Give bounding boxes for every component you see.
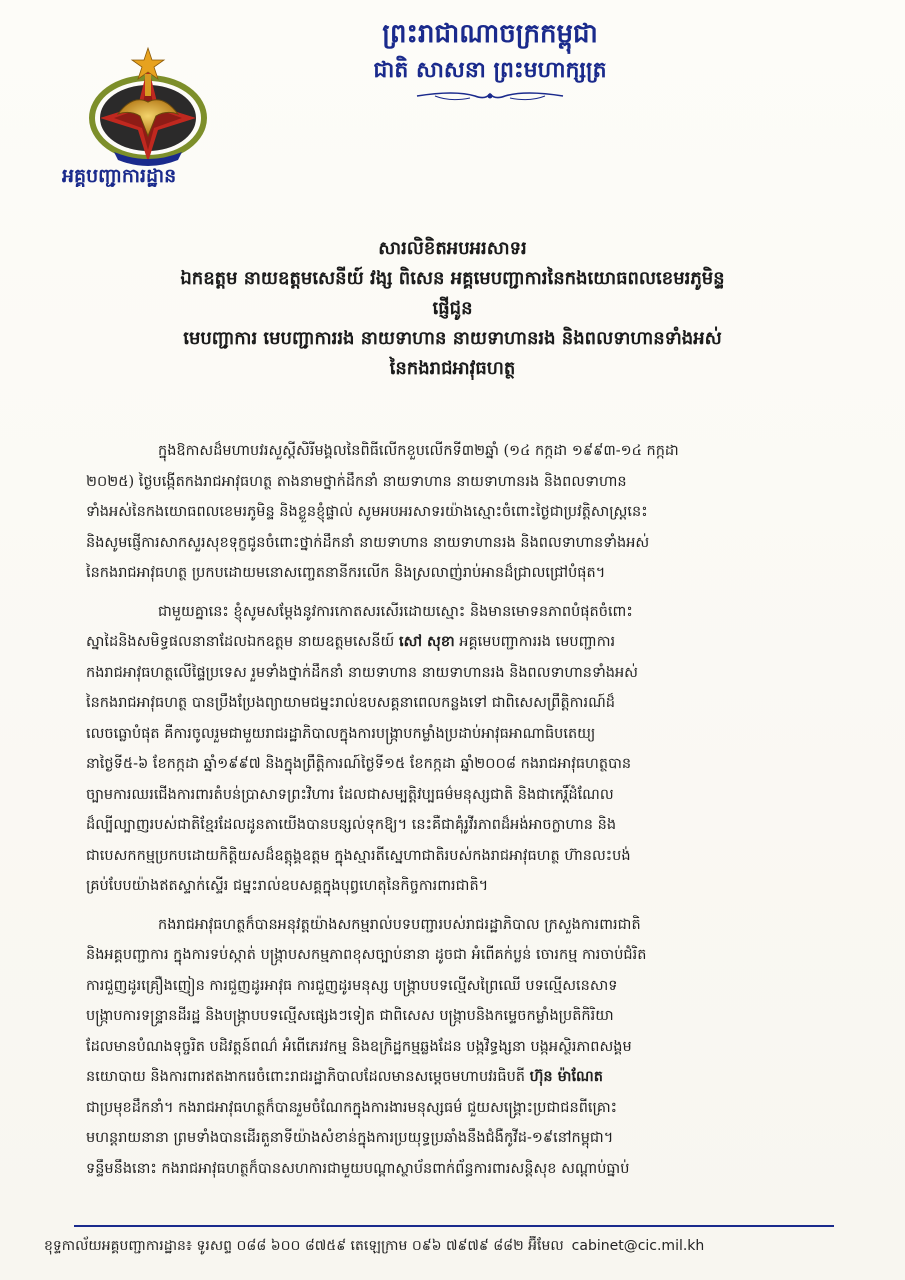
paragraph-line: គ្រប់បែបយ៉ាងឥតស្ទាក់ស្ទើរ ជម្នះរាល់ឧបសគ្គក្នុងបុព្វហេតុនៃកិច្ចការពារជាតិ។ (86, 878, 489, 894)
paragraph-line: និងអគ្គបញ្ជាការ ក្នុងការទប់ស្កាត់ បង្ក្រាបសកម្មភាពខុសច្បាប់នានា ដូចជា អំពើគក់ប្លន់ ចោរកម្ម ការចាប់ជំរិត (86, 947, 647, 963)
paragraph-line: មហន្តរាយនានា ព្រមទាំងបានដើរតួនាទីយ៉ាងសំខាន់ក្នុងការប្រយុទ្ធប្រឆាំងនឹងជំងឺកូវីដ-១៩នៅកម្ពុជា។ (86, 1130, 614, 1146)
letter-body (86, 436, 830, 1184)
letter-header (330, 16, 650, 104)
paragraph-line: ជាមួយគ្នានេះ ខ្ញុំសូមសម្តែងនូវការកោតសរសើរដោយស្មោះ និងមានមោទនភាពបំផុតចំពោះ (158, 603, 633, 620)
highlighted-name: សៅ សុខា (398, 633, 455, 650)
paragraph-line: ជាបេសកកម្មប្រកបដោយកិត្តិយសដ៏ឧត្តុង្គឧត្តម ក្នុងស្មារតីស្នេហាជាតិរបស់កងរាជអាវុធហត្ថ ហ៊ានលះបង់ (86, 847, 631, 864)
paragraph-line: ទន្ទឹមនឹងនោះ កងរាជអាវុធហត្ថក៏បានសហការជាមួយបណ្តាស្ថាប័នពាក់ព័ន្ធការពារសន្តិសុខ សណ្តាប់ធ្នាប់ (86, 1160, 630, 1177)
paragraph-line: នៃកងរាជអាវុធហត្ថ ប្រកបដោយមនោសញ្ចេតនានីករលើក និងស្រលាញ់រាប់អានដ៏ជ្រាលជ្រៅបំផុត។ (86, 565, 606, 581)
footer-contact (44, 1236, 884, 1257)
paragraph-line: លេចធ្លោបំផុត គឺការចូលរួមជាមួយរាជរដ្ឋាភិបាលក្នុងការបង្ក្រាបកម្លាំងប្រដាប់អាវុធអាណាធិបតេយ្យ (86, 725, 596, 742)
title-line-2: ឯកឧត្តម នាយឧត្តមសេនីយ៍ វង្ស ពិសេន អគ្គមេបញ្ជាការនៃកងយោធពលខេមរភូមិន្ទ (180, 268, 725, 289)
footer-contact-text: ខុទ្ទកាល័យអគ្គបញ្ជាការដ្ឋាន៖ ទូរសព្ទ ០៨៨ ៦០០ ៨៧៥៩ តេឡេក្រាម ០៩៦ ៧៩៧៩ ៨៨២ អ៊ីមែល (44, 1238, 564, 1254)
paragraph-line: ទាំងអស់នៃកងយោធពលខេមរភូមិន្ទ និងខ្លួនខ្ញុំផ្ទាល់ សូមអបអរសាទរយ៉ាងស្មោះចំពោះថ្ងៃជាប្រវត្តិសាស្ត្រនេះ (86, 504, 648, 520)
paragraph-2 (86, 597, 830, 902)
paragraph-line: ការជួញដូរគ្រឿងញៀន ការជួញដូរអាវុធ ការជួញដូរមនុស្ស បង្ក្រាបបទល្មើសព្រៃឈើ បទល្មើសនេសាទ (86, 977, 618, 994)
footer-email-link[interactable]: cabinet@cic.mil.kh (571, 1238, 705, 1254)
paragraph-line: ដ៏ល្បីល្បាញរបស់ជាតិខ្មែរដែលដូនតាយើងបានបន្សល់ទុកឱ្យ។ នេះគឺជាគុំរូវីរភាពដ៏អង់អាចក្លាហាន និង (86, 817, 617, 833)
ornament-divider-icon (415, 88, 565, 104)
paragraph-line: និងសូមផ្ញើការសាកសួរសុខទុក្ខជូនចំពោះថ្នាក់ដឹកនាំ នាយទាហាន នាយទាហានរង និងពលទាហានទាំងអស់ (86, 534, 650, 551)
department-label: អគ្គបញ្ជាការដ្ឋាន (62, 165, 177, 187)
paragraph-line (86, 627, 830, 658)
highlighted-name: ហ៊ុន ម៉ាណែត (529, 1068, 603, 1085)
national-motto: ជាតិ សាសនា ព្រះមហាក្សត្រ (373, 57, 607, 83)
paragraph-line: ២០២៥) ថ្ងៃបង្កើតកងរាជអាវុធហត្ថ តាងនាមថ្នាក់ដឹកនាំ នាយទាហាន នាយទាហានរង និងពលទាហាន (86, 473, 627, 490)
paragraph-1 (86, 436, 830, 589)
paragraph-line: ដែលមានបំណងទុច្ចរិត បដិវត្តន៍ពណ៌ អំពើភេរវកម្ម និងឧក្រិដ្ឋកម្មឆ្លងដែន បង្កវិទ្ធង្សនា បង្កអស្ថិរភាពសង្គម (86, 1038, 632, 1055)
paragraph-line (86, 1062, 830, 1093)
paragraph-line: ក្នុងឱកាសដ៏មហាបវរសួស្តីសិរីមង្គលនៃពិធីលើកខួបលើកទី៣២ឆ្នាំ (១៤ កក្កដា ១៩៩៣-១៤ កក្កដា (158, 443, 679, 459)
paragraph-text: នយោបាយ និងការពារឥតងាករេចំពោះរាជរដ្ឋាភិបាលដែលមានសម្តេចមហាបវរធិបតី (86, 1069, 530, 1085)
title-line-1: សារលិខិតអបអរសាទរ (378, 238, 527, 259)
paragraph-line: កងរាជអាវុធហត្ថលើផ្ទៃប្រទេស រួមទាំងថ្នាក់ដឹកនាំ នាយទាហាន នាយទាហានរង និងពលទាហានទាំងអស់ (86, 664, 638, 681)
title-line-4: មេបញ្ជាការ មេបញ្ជាការរង នាយទាហាន នាយទាហានរង និងពលទាហានទាំងអស់ (183, 328, 722, 349)
paragraph-3 (86, 910, 830, 1185)
paragraph-text: អគ្គមេបញ្ជាការរង មេបញ្ជាការ (454, 634, 616, 650)
paragraph-line: បង្ក្រាបការទន្ទ្រានដីរដ្ឋ និងបង្ក្រាបបទល្មើសផ្សេងៗទៀត ជាពិសេស បង្ក្រាបនិងកម្ទេចកម្លាំងប្រតិកិរិយា (86, 1008, 614, 1024)
title-line-5: នៃកងរាជអាវុធហត្ថ (389, 358, 516, 379)
military-emblem-icon (78, 44, 218, 168)
paragraph-line: នាថ្ងៃទី៥-៦ ខែកក្កដា ឆ្នាំ១៩៩៧ និងក្នុងព្រឹត្តិការណ៍ថ្ងៃទី១៥ ខែកក្កដា ឆ្នាំ២០០៨ កងរាជអាវុធហត្ថបាន (86, 756, 632, 772)
paragraph-line: នៃកងរាជអាវុធហត្ថ បានប្រឹងប្រែងព្យាយាមជម្នះរាល់ឧបសគ្គនាពេលកន្លងទៅ ជាពិសេសព្រឹត្តិការណ៍ដ៏ (86, 695, 615, 711)
paragraph-text: ស្នាដៃនិងសមិទ្ធផលនានាដែលឯកឧត្តម នាយឧត្តមសេនីយ៍ (86, 634, 399, 650)
footer-divider (74, 1225, 834, 1227)
letter-title (70, 234, 835, 384)
paragraph-line: កងរាជអាវុធហត្ថក៏បានអនុវត្តយ៉ាងសកម្មរាល់បទបញ្ជារបស់រាជរដ្ឋាភិបាល ក្រសួងការពារជាតិ (158, 916, 641, 933)
kingdom-title: ព្រះរាជាណាចក្រកម្ពុជា (382, 19, 598, 49)
paragraph-line: ជាប្រមុខដឹកនាំ។ កងរាជអាវុធហត្ថក៏បានរួមចំណែកក្នុងការងារមនុស្សធម៌ ជួយសង្គ្រោះប្រជាជនពីគ្រោះ (86, 1099, 618, 1116)
title-line-3: ផ្ញើជូន (432, 298, 473, 319)
paragraph-line: ច្បាមការឈរជើងការពារតំបន់ប្រាសាទព្រះវិហារ ដែលជាសម្បត្តិវប្បធម៌មនុស្សជាតិ និងជាកេរ្តិ៍ដំណែល (86, 786, 614, 803)
